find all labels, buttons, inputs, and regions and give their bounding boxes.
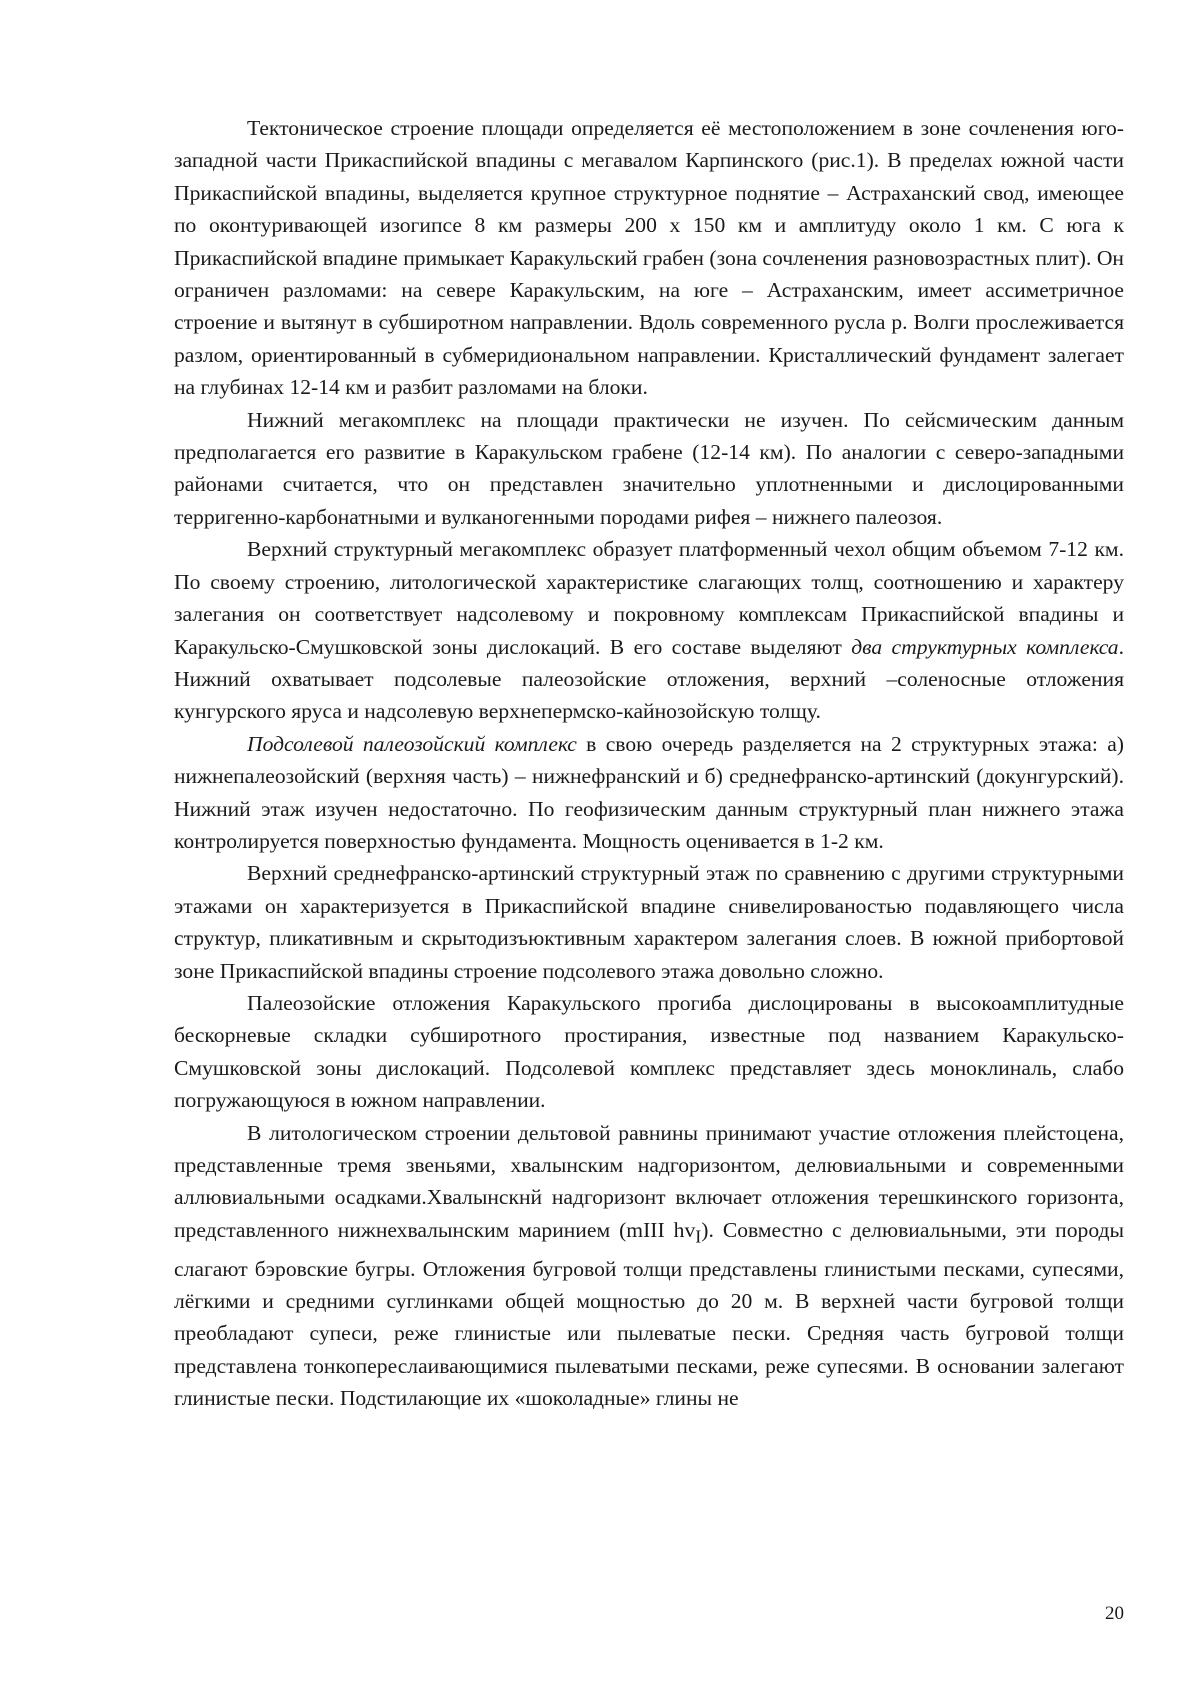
- italic-term: два структурных комплекса: [851, 634, 1119, 659]
- paragraph-upper-stage: [174, 857, 1124, 987]
- page-number: 20: [1105, 1603, 1124, 1624]
- paragraph-lithology: [174, 1117, 1124, 1415]
- text-run: В литологическом строении дельтовой равнины принимают участие отложения плейстоцена, представленные тремя звеньями, хвалынским надгоризонтом, делювиальными и современными аллювиальными осадками.Хвалынскнй надгоризонт включает отложения терешкинского горизонта, представленного нижнехвалынским маринием (mIII hv: [174, 1120, 1124, 1242]
- paragraph-upper-megacomplex: [174, 533, 1124, 727]
- document-body: [174, 112, 1124, 1415]
- paragraph-lower-megacomplex: [174, 404, 1124, 534]
- text-run: Верхний структурный мегакомплекс образует платформенный чехол общим объемом 7-12 км. По своему строению, литологической характеристике слагающих толщ, соотношению и характеру залегания он соответствует надсолевому и покровному комплексам Прикаспийской впадины и Каракульско-Смушковской зоны дислокаций. В его составе выделяют: [174, 537, 1124, 659]
- text-run: в свою очередь разделяется на 2 структурных этажа: а) нижнепалеозойский (верхняя часть) – нижнефранский и б) среднефранско-артинский (докунгурский). Нижний этаж изучен недостаточно. По геофизическим данным структурный план нижнего этажа контролируется поверхностью фундамента. Мощность оценивается в 1-2 км.: [174, 731, 1124, 853]
- text-run: Палеозойские отложения Каракульского прогиба дислоцированы в высокоамплитудные бескорневые складки субширотного простирания, известные под названием Каракульско-Смушковской зоны дислокаций. Подсолевой комплекс представляет здесь моноклиналь, слабо погружающуюся в южном направлении.: [174, 990, 1124, 1113]
- text-run: ). Совместно с делювиальными, эти породы слагают бэровские бугры. Отложения бугровой толщи представлены глинистыми песками, супесями, лёгкими и средними суглинками общей мощностью до 20 м. В верхней части бугровой толщи преобладают супеси, реже глинистые или пылеватые пески. Средняя часть бугровой толщи представлена тонкопереслаивающимися пылеватыми песками, реже супесями. В основании залегают глинистые пески. Подстилающие их «шоколадные» глины не: [174, 1217, 1124, 1411]
- text-run: Нижний мегакомплекс на площади практически не изучен. По сейсмическим данным предполагается его развитие в Каракульском грабене (12-14 км). По аналогии с северо-западными районами считается, что он представлен значительно уплотненными и дислоцированными терригенно-карбонатными и вулканогенными породами рифея – нижнего палеозоя.: [174, 407, 1124, 529]
- paragraph-tectonic-structure: [174, 112, 1124, 404]
- paragraph-subsalt-complex: [174, 728, 1124, 858]
- paragraph-paleozoic-deposits: [174, 987, 1124, 1117]
- subscript-index: I: [695, 1226, 702, 1247]
- text-run: Верхний среднефранско-артинский структурный этаж по сравнению с другими структурными этажами он характеризуется в Прикаспийской впадине снивелированостью подавляющего числа структур, пликативным и скрытодизъюктивным характером залегания слоев. В южной прибортовой зоне Прикаспийской впадины строение подсолевого этажа довольно сложно.: [174, 861, 1124, 983]
- text-run: Тектоническое строение площади определяется её местоположением в зоне сочленения юго-западной части Прикаспийской впадины с мегавалом Карпинского (рис.1). В пределах южной части Прикаспийской впадины, выделяется крупное структурное поднятие – Астраханский свод, имеющее по оконтуривающей изогипсе 8 км размеры 200 х 150 км и амплитуду около 1 км. С юга к Прикаспийской впадине примыкает Каракульский грабен (зона сочленения разновозрастных плит). Он ограничен разломами: на севере Каракульским, на юге – Астраханским, имеет ассиметричное строение и вытянут в субширотном направлении. Вдоль современного русла р. Волги прослеживается разлом, ориентированный в субмеридиональном направлении. Кристаллический фундамент залегает на глубинах 12-14 км и разбит разломами на блоки.: [174, 116, 1124, 400]
- italic-term: Подсолевой палеозойский комплекс: [247, 731, 577, 756]
- text-run: . Нижний охватывает подсолевые палеозойские отложения, верхний –соленосные отложения кунгурского яруса и надсолевую верхнепермско-кайнозойскую толщу.: [174, 634, 1124, 724]
